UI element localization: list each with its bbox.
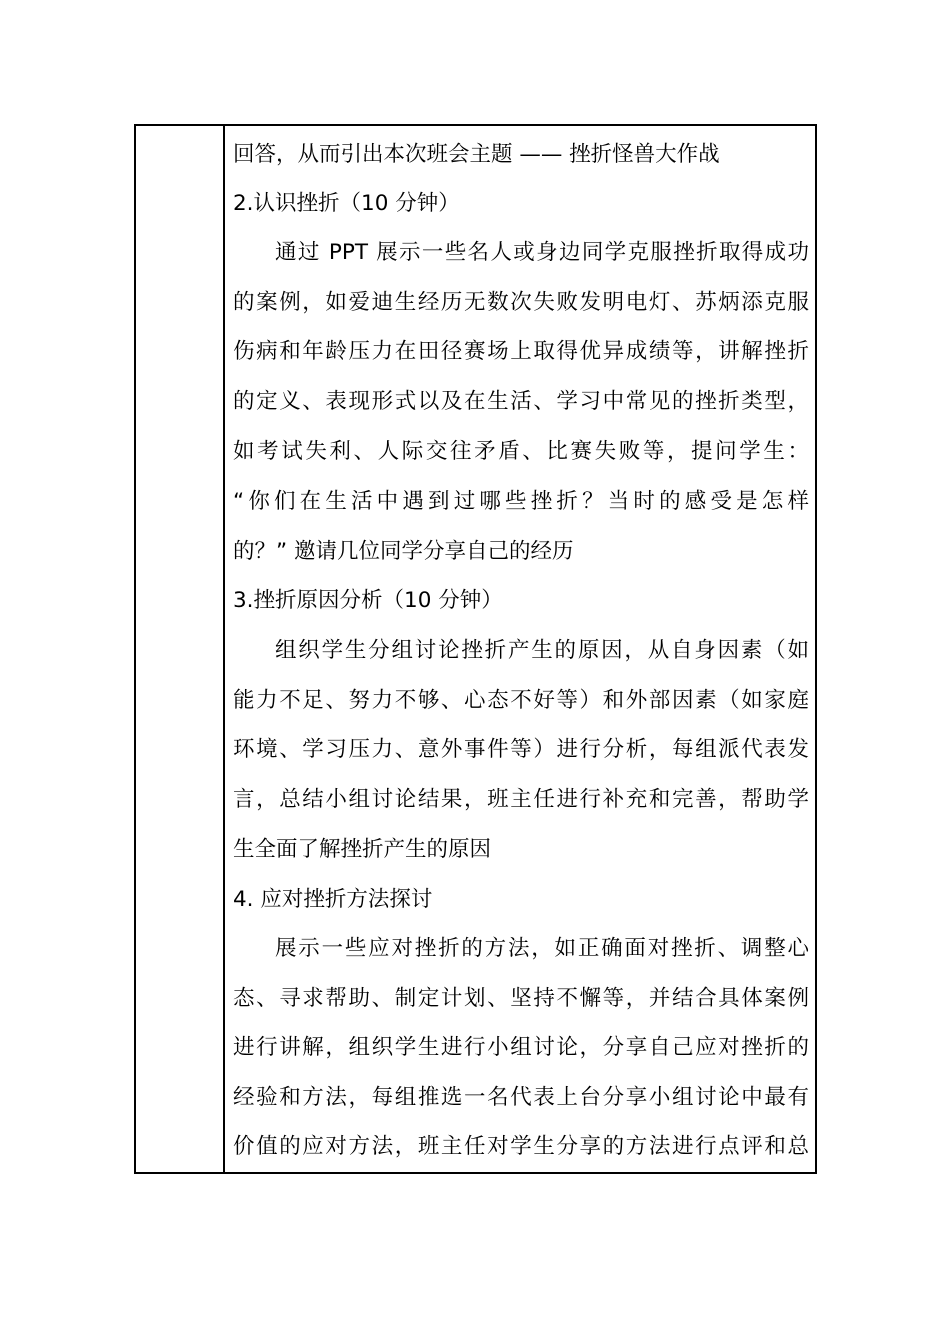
- paragraph-line: 回答，从而引出本次班会主题 —— 挫折怪兽大作战: [233, 142, 720, 167]
- paragraph-line: 能力不足、努力不够、心态不好等）和外部因素（如家庭: [233, 688, 809, 713]
- paragraph-line: 态、寻求帮助、制定计划、坚持不懈等，并结合具体案例: [233, 986, 809, 1011]
- paragraph-line: 通过 PPT 展示一些名人或身边同学克服挫折取得成功: [275, 240, 809, 265]
- paragraph-line: 进行讲解，组织学生进行小组讨论，分享自己应对挫折的: [233, 1035, 809, 1060]
- paragraph-line: 的？” 邀请几位同学分享自己的经历: [233, 539, 574, 564]
- paragraph-line: 环境、学习压力、意外事件等）进行分析，每组派代表发: [233, 737, 809, 762]
- paragraph-line: 伤病和年龄压力在田径赛场上取得优异成绩等，讲解挫折: [233, 339, 809, 364]
- paragraph-line: “你们在生活中遇到过哪些挫折？当时的感受是怎样: [233, 489, 809, 514]
- paragraph-line: 生全面了解挫折产生的原因: [233, 837, 492, 862]
- paragraph-line: 展示一些应对挫折的方法，如正确面对挫折、调整心: [275, 936, 809, 961]
- paragraph-line: 组织学生分组讨论挫折产生的原因，从自身因素（如: [275, 638, 809, 663]
- section-heading-coping: 4. 应对挫折方法探讨: [233, 887, 433, 912]
- table-left-cell: [136, 126, 223, 1172]
- paragraph-line: 价值的应对方法，班主任对学生分享的方法进行点评和总: [233, 1134, 809, 1159]
- section-heading-recognize: 2.认识挫折（10 分钟）: [233, 191, 460, 216]
- table-content-cell: [225, 126, 815, 1172]
- paragraph-line: 的案例，如爱迪生经历无数次失败发明电灯、苏炳添克服: [233, 290, 809, 315]
- paragraph-line: 经验和方法，每组推选一名代表上台分享小组讨论中最有: [233, 1085, 809, 1110]
- paragraph-line: 的定义、表现形式以及在生活、学习中常见的挫折类型，: [233, 389, 809, 414]
- lesson-plan-table: [134, 124, 817, 1174]
- section-heading-causes: 3.挫折原因分析（10 分钟）: [233, 588, 503, 613]
- paragraph-line: 如考试失利、人际交往矛盾、比赛失败等，提问学生：: [233, 439, 809, 464]
- paragraph-line: 言，总结小组讨论结果，班主任进行补充和完善，帮助学: [233, 787, 809, 812]
